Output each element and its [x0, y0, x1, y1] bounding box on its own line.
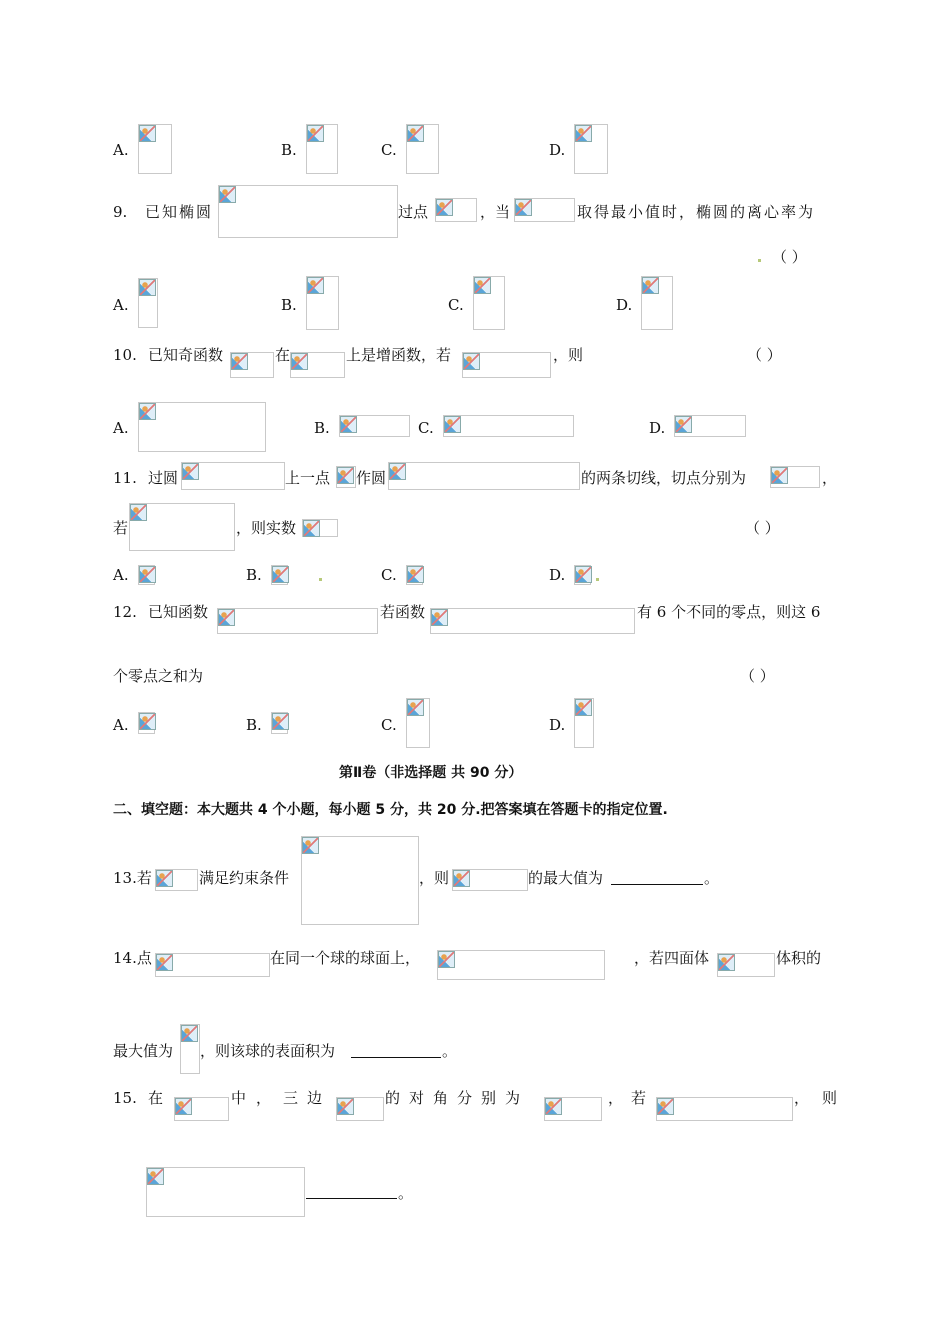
q13-text-3: 的最大值为: [528, 869, 604, 887]
q14-text-2: ，若四面体: [634, 949, 710, 967]
q9-text-1: 已知椭圆: [145, 203, 214, 221]
q11-condition-image: [129, 503, 235, 551]
q10-interval-image: [290, 352, 345, 378]
q11-text-1: 过圆: [148, 469, 179, 487]
q9-option-d-label: D.: [616, 296, 633, 314]
q14-number: 14.点: [113, 949, 152, 967]
q11-circle-2-image: [388, 462, 580, 490]
section-title: 第Ⅱ卷（非选择题 共 90 分）: [339, 765, 523, 781]
q10-number: 10.: [113, 346, 137, 364]
q11-dot-mark-1: [319, 578, 322, 581]
q12-text-3: 有 6 个不同的零点，则这 6: [637, 603, 821, 621]
q9-point-image: [435, 198, 477, 222]
q10-option-b-label: B.: [314, 419, 330, 437]
q9-option-b-label: B.: [281, 296, 297, 314]
q10-option-a-label: A.: [113, 419, 129, 437]
q11-paren: （ ）: [745, 519, 780, 537]
q12-option-d-image: [574, 698, 594, 748]
q12-option-b-image: [271, 712, 288, 734]
q13-text-1: 满足约束条件: [199, 869, 290, 887]
q15-text-4: 三边: [283, 1089, 332, 1107]
q12-number: 12.: [113, 603, 137, 621]
q8-option-d-label: D.: [549, 141, 566, 159]
q11-text-3: 作圆: [356, 469, 387, 487]
q15-end: 。: [398, 1184, 414, 1202]
q11-point-image: [336, 466, 356, 488]
q15-text-9: 则: [822, 1089, 838, 1107]
q14-answer-blank[interactable]: [351, 1057, 441, 1058]
q12-option-b-label: B.: [246, 716, 262, 734]
q15-condition-image: [656, 1097, 793, 1121]
q13-text-2: ，则: [419, 869, 450, 887]
q11-text-7: ，则实数: [236, 519, 297, 537]
q8-option-c-label: C.: [381, 141, 397, 159]
q11-text-4: 的两条切线，切点分别为: [581, 469, 747, 487]
q9-number: 9.: [113, 203, 128, 221]
q15-sides-image: [336, 1097, 384, 1121]
q11-number: 11.: [113, 469, 137, 487]
q10-option-d-label: D.: [649, 419, 666, 437]
q10-text-2: 在: [275, 346, 291, 364]
q9-option-b-image: [306, 276, 339, 330]
q12-composite-function-image: [430, 608, 635, 634]
q11-option-d-label: D.: [549, 566, 566, 584]
q13-constraints-image: [301, 836, 419, 925]
q8-option-b-label: B.: [281, 141, 297, 159]
q12-text-1: 已知函数: [148, 603, 209, 621]
q15-text-8: ，: [794, 1089, 810, 1107]
q14-tetrahedron-image: [717, 953, 775, 977]
q9-paren: （ ）: [772, 248, 807, 266]
q11-option-b-label: B.: [246, 566, 262, 584]
q14-text-5: ，则该球的表面积为: [200, 1042, 336, 1060]
q15-text-3: ，: [256, 1089, 272, 1107]
q10-text-1: 已知奇函数: [148, 346, 224, 364]
q9-option-d-image: [641, 276, 673, 330]
q9-dot-mark: [758, 259, 761, 262]
q10-text-4: ，则: [553, 346, 584, 364]
q14-condition-image: [437, 950, 605, 980]
q15-text-6: ，: [608, 1089, 624, 1107]
q14-points-image: [155, 953, 270, 977]
q11-option-c-label: C.: [381, 566, 397, 584]
q10-option-b-image: [339, 415, 410, 437]
q12-option-d-label: D.: [549, 716, 566, 734]
q10-option-d-image: [674, 415, 746, 437]
q8-option-b-image: [306, 124, 338, 174]
q15-text-1: 在: [148, 1089, 164, 1107]
q11-circle-1-image: [181, 462, 285, 490]
q11-text-2: 上一点: [285, 469, 331, 487]
q14-max-volume-image: [180, 1024, 200, 1074]
q12-text-2: 若函数: [380, 603, 426, 621]
q10-condition-image: [462, 352, 551, 378]
q15-text-7: 若: [631, 1089, 647, 1107]
q11-option-b-image: [271, 565, 288, 585]
q9-expression-image: [514, 198, 575, 222]
q9-text-3: ，当: [480, 203, 511, 221]
q12-paren: （ ）: [740, 667, 775, 685]
q10-option-c-label: C.: [418, 419, 434, 437]
q9-ellipse-equation-image: [218, 185, 398, 238]
q15-number: 15.: [113, 1089, 137, 1107]
q11-option-a-label: A.: [113, 566, 129, 584]
q15-answer-blank[interactable]: [306, 1198, 397, 1199]
q9-text-2: 过点: [398, 203, 429, 221]
q8-option-c-image: [406, 124, 439, 174]
q9-option-a-image: [138, 278, 158, 328]
q15-text-2: 中: [231, 1089, 247, 1107]
q15-question-image: [146, 1167, 305, 1217]
q10-text-3: 上是增函数，若: [346, 346, 452, 364]
q9-option-a-label: A.: [113, 296, 129, 314]
q8-option-d-image: [574, 124, 608, 174]
q13-variables-image: [155, 869, 198, 891]
q12-option-a-image: [138, 712, 155, 734]
q12-option-c-image: [406, 698, 430, 748]
q11-tangent-points-image: [770, 466, 820, 488]
q8-option-a-image: [138, 124, 172, 174]
q10-option-a-image: [138, 402, 266, 452]
q11-option-d-image: [574, 565, 591, 585]
q10-option-c-image: [443, 415, 574, 437]
q15-angles-image: [544, 1097, 602, 1121]
q12-text-4: 个零点之和为: [113, 667, 204, 685]
q11-dot-mark-2: [596, 578, 599, 581]
q8-option-a-label: A.: [113, 141, 129, 159]
q14-text-1: 在同一个球的球面上，: [270, 949, 421, 967]
q9-option-c-label: C.: [448, 296, 464, 314]
q11-variable-image: [302, 519, 338, 537]
q15-text-5: 的对角分别为: [385, 1089, 530, 1107]
q13-objective-image: [452, 869, 528, 891]
q12-option-a-label: A.: [113, 716, 129, 734]
q15-triangle-image: [174, 1097, 229, 1121]
q9-option-c-image: [473, 276, 505, 330]
section-heading: 二、填空题：本大题共 4 个小题，每小题 5 分，共 20 分.把答案填在答题卡的指定位置.: [113, 802, 668, 818]
q14-end: 。: [442, 1042, 458, 1060]
q13-end: 。: [704, 869, 720, 887]
q12-option-c-label: C.: [381, 716, 397, 734]
q10-paren: （ ）: [747, 346, 782, 364]
q11-option-a-image: [138, 565, 155, 585]
q13-number: 13.若: [113, 869, 152, 887]
q14-text-3: 体积的: [776, 949, 822, 967]
q11-text-5: ，: [822, 469, 838, 487]
q9-text-4: 取得最小值时，椭圆的离心率为: [577, 203, 816, 221]
q12-function-image: [217, 608, 378, 634]
q11-text-6: 若: [113, 519, 129, 537]
q14-text-4: 最大值为: [113, 1042, 174, 1060]
q13-answer-blank[interactable]: [611, 884, 703, 885]
q10-function-image: [230, 352, 274, 378]
q11-option-c-image: [406, 565, 423, 585]
